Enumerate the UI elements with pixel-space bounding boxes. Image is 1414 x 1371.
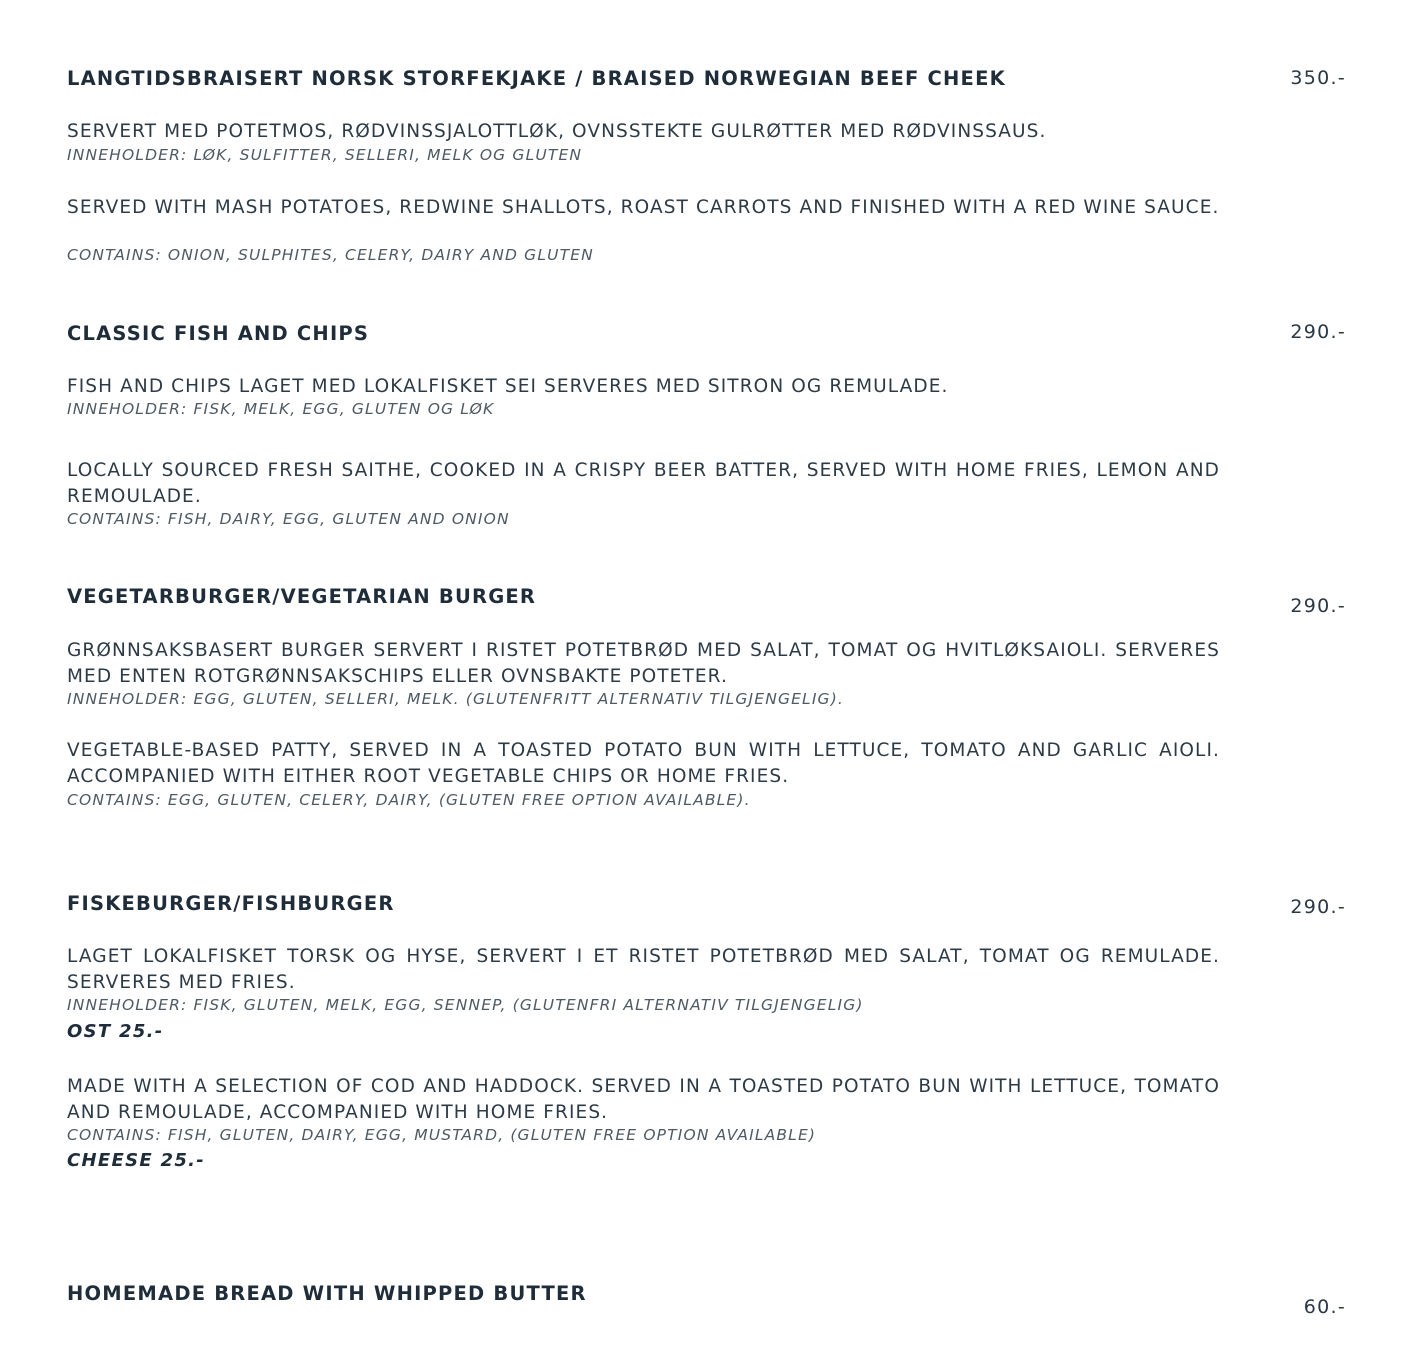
item-price-beef-cheek: 350.- xyxy=(1290,67,1346,89)
item-allergens-no-beef-cheek: INNEHOLDER: LØK, SULFITTER, SELLERI, MELK OG GLUTEN xyxy=(67,146,583,164)
item-price-fish-and-chips: 290.- xyxy=(1290,321,1346,343)
item-extra-en-fishburger: CHEESE 25.- xyxy=(67,1150,206,1171)
item-description-no-fishburger: LAGET LOKALFISKET TORSK OG HYSE, SERVERT I ET RISTET POTETBRØD MED SALAT, TOMAT OG REMULADE. SERVERES MED FRIES. xyxy=(67,946,1220,993)
item-title-beef-cheek: LANGTIDSBRAISERT NORSK STORFEKJAKE / BRAISED NORWEGIAN BEEF CHEEK xyxy=(67,67,1006,90)
item-allergens-en-fish-and-chips: CONTAINS: FISH, DAIRY, EGG, GLUTEN AND ONION xyxy=(67,510,510,528)
item-allergens-en-beef-cheek: CONTAINS: ONION, SULPHITES, CELERY, DAIRY AND GLUTEN xyxy=(67,246,594,264)
item-allergens-en-fishburger: CONTAINS: FISH, GLUTEN, DAIRY, EGG, MUSTARD, (GLUTEN FREE OPTION AVAILABLE) xyxy=(67,1126,817,1144)
item-price-fishburger: 290.- xyxy=(1290,896,1346,918)
item-description-en-beef-cheek: SERVED WITH MASH POTATOES, REDWINE SHALLOTS, ROAST CARROTS AND FINISHED WITH A RED WINE SAUCE. xyxy=(67,197,1220,218)
item-description-no-vegetarian-burger: GRØNNSAKSBASERT BURGER SERVERT I RISTET POTETBRØD MED SALAT, TOMAT OG HVITLØKSAIOLI. SERVERES MED ENTEN ROTGRØNNSAKSCHIPS ELLER OVNSBAKTE POTETER. xyxy=(67,640,1220,687)
item-description-no-fish-and-chips: FISH AND CHIPS LAGET MED LOKALFISKET SEI SERVERES MED SITRON OG REMULADE. xyxy=(67,376,949,397)
item-allergens-en-vegetarian-burger: CONTAINS: EGG, GLUTEN, CELERY, DAIRY, (GLUTEN FREE OPTION AVAILABLE). xyxy=(67,791,751,809)
item-extra-no-fishburger: OST 25.- xyxy=(67,1021,164,1042)
item-allergens-no-vegetarian-burger: INNEHOLDER: EGG, GLUTEN, SELLERI, MELK. (GLUTENFRITT ALTERNATIV TILGJENGELIG). xyxy=(67,690,844,708)
item-title-homemade-bread: HOMEMADE BREAD WITH WHIPPED BUTTER xyxy=(67,1282,587,1305)
item-description-no-beef-cheek: SERVERT MED POTETMOS, RØDVINSSJALOTTLØK, OVNSSTEKTE GULRØTTER MED RØDVINSSAUS. xyxy=(67,121,1047,142)
item-description-en-fish-and-chips: LOCALLY SOURCED FRESH SAITHE, COOKED IN A CRISPY BEER BATTER, SERVED WITH HOME FRIES, LEMON AND REMOULADE. xyxy=(67,460,1220,507)
item-description-en-vegetarian-burger: VEGETABLE-BASED PATTY, SERVED IN A TOASTED POTATO BUN WITH LETTUCE, TOMATO AND GARLIC AIOLI. ACCOMPANIED WITH EITHER ROOT VEGETABLE CHIPS OR HOME FRIES. xyxy=(67,740,1220,787)
item-allergens-no-fish-and-chips: INNEHOLDER: FISK, MELK, EGG, GLUTEN OG LØK xyxy=(67,400,495,418)
item-price-homemade-bread: 60.- xyxy=(1303,1296,1346,1318)
item-title-fishburger: FISKEBURGER/FISHBURGER xyxy=(67,892,395,915)
item-allergens-no-fishburger: INNEHOLDER: FISK, GLUTEN, MELK, EGG, SENNEP, (GLUTENFRI ALTERNATIV TILGJENGELIG) xyxy=(67,996,864,1014)
item-title-vegetarian-burger: VEGETARBURGER/VEGETARIAN BURGER xyxy=(67,585,537,608)
item-title-fish-and-chips: CLASSIC FISH AND CHIPS xyxy=(67,322,370,345)
item-price-vegetarian-burger: 290.- xyxy=(1290,595,1346,617)
item-description-en-fishburger: MADE WITH A SELECTION OF COD AND HADDOCK. SERVED IN A TOASTED POTATO BUN WITH LETTUCE, TOMATO AND REMOULADE, ACCOMPANIED WITH HOME FRIES. xyxy=(67,1076,1220,1123)
